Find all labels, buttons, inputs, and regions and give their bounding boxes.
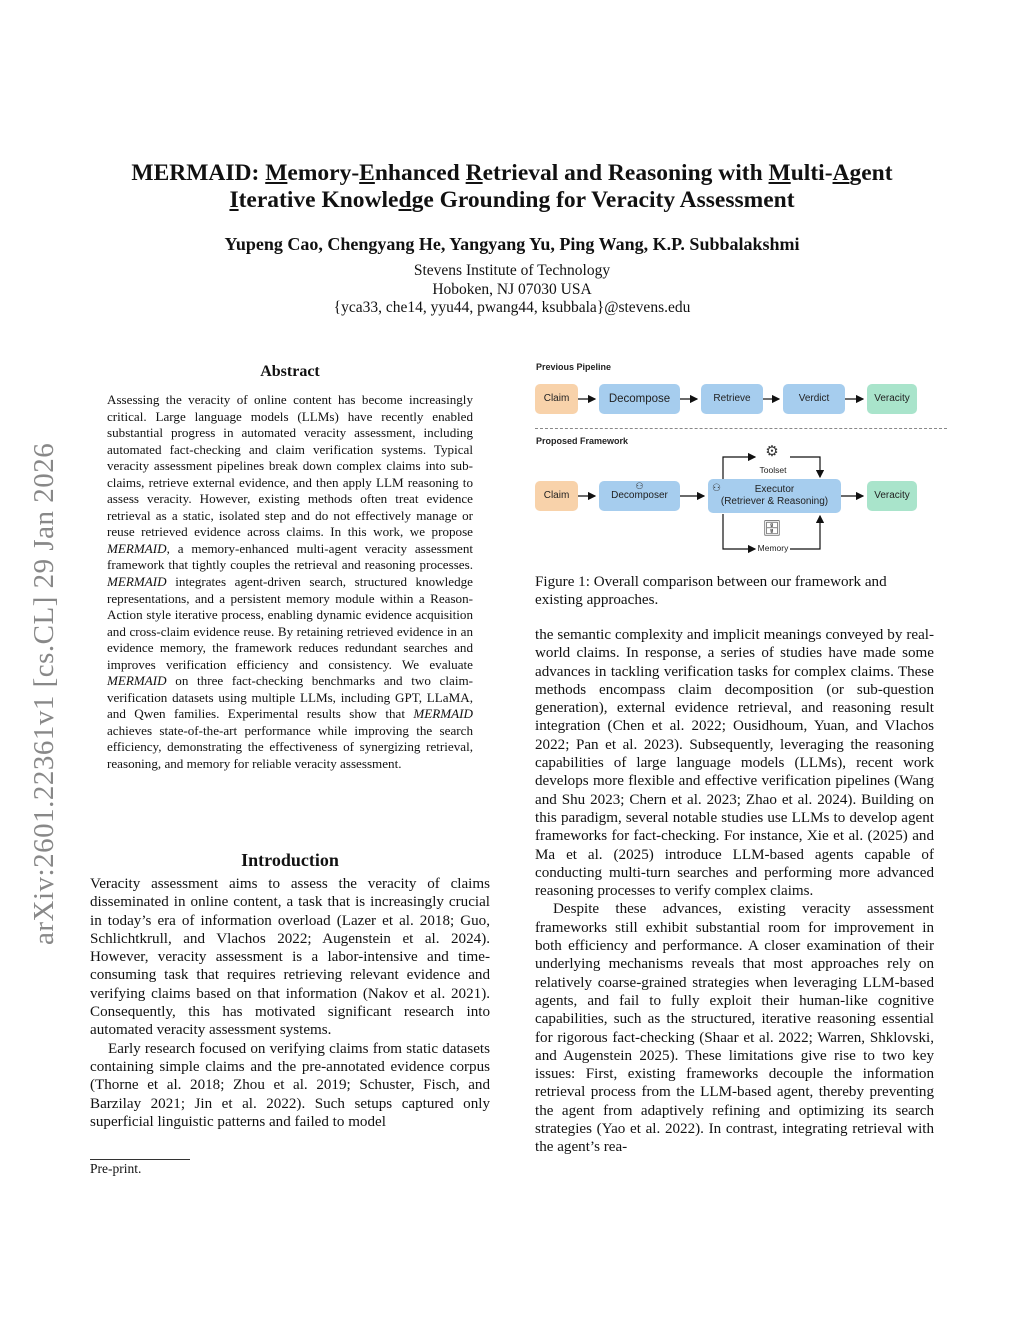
figure-1 [535,358,947,563]
proposed-framework-label: Proposed Framework [536,436,629,446]
title-segment: M [768,160,791,186]
intro-paragraph: the semantic complexity and implicit meanings conveyed by real-world claims. In response, a series of studies have made some advances in tackling verification tasks for complex claims. These methods encompass claim decomposition (or sub-question generation), external evidence retrieval, and reasoning result integration (Chen et al. 2022; Ousidhoum, Yuan, and Vlachos 2022; Pan et al. 2023). Subsequently, leveraging the reasoning capabilities of large language models (LLMs), recent work develops more flexible and effective verification pipelines (Wang and Shu 2023; Chern et al. 2023; Zhao et al. 2024). Building on this paradigm, several notable studies use LLMs to develop agent frameworks for fact-checking. For instance, Xie et al. (2025) and Ma et al. (2025) introduce LLM-based agents capable of conducting multi-turn searches and performing more advanced reasoning processes to verify complex claims. [535,627,934,900]
prop-executor-node [708,479,841,513]
system-name: MERMAID [107,673,167,689]
title-segment: A [832,160,850,186]
address: Hoboken, NJ 07030 USA [432,280,592,298]
title-segment: I [229,187,239,213]
abstract-text: Assessing the veracity of online content has become increasingly critical. Large language models (LLMs) have recently enabled substantial progress in automated veracity assessment, including automated fact-checking and claim verification systems. Typical veracity assessment pipelines break down complex claims into sub-claims, retrieve external evidence, and then apply LLM reasoning to assess veracity. However, existing methods often treat evidence retrieval as a static, isolated step and do not effectively manage or reuse retrieved evidence across claims. In this work, we propose [107,392,473,540]
affiliation [90,262,934,318]
prop-veracity-node: Veracity [867,481,917,511]
abstract-heading: Abstract [260,363,320,380]
system-name: MERMAID [107,574,167,590]
executor-agent-icon: ⚇ [712,483,721,494]
abstract-text: achieves state-of-the-art performance while improving the search efficiency, demonstrating the effectiveness of synergizing retrieval, reasoning, and memory for reliable veracity assessment. [107,722,473,772]
prop-claim-node: Claim [535,481,578,511]
toolset-icon: ⚙ [765,443,779,460]
title-segment: nhanced [374,160,466,186]
figure-caption: Figure 1: Overall comparison between our framework and existing approaches. [535,574,887,609]
title-segment: R [465,160,483,186]
prev-retrieve-node: Retrieve [701,384,763,414]
prev-veracity-node: Veracity [867,384,917,414]
abstract-text: , a memory-enhanced multi-agent veracity assessment framework that tightly couples the retrieval and reasoning processes. [107,540,473,573]
memory-icon: 🗄 [762,520,782,537]
decomposer-agent-icon: ⚇ [635,481,644,491]
title-segment: d [398,187,412,213]
intro-left-column [90,875,490,1131]
system-name: MERMAID [107,540,167,556]
executor-sublabel: (Retriever & Reasoning) [720,496,829,507]
abstract-text: on three fact-checking benchmarks and two claim-verification datasets using multiple LLMs, including GPT, LLaMA, and Qwen families. Experimental results show that [107,673,473,722]
intro-right-column [535,626,934,1157]
system-name: MERMAID [413,706,473,722]
title-segment: emory- [287,160,360,186]
title-segment: MERMAID: [131,160,266,186]
arxiv-identifier: arXiv:2601.22361v1 [cs.CL] 29 Jan 2026 [28,442,60,945]
abstract-body [107,392,473,773]
prev-decompose-node: Decompose [599,384,680,414]
emails: {yca33, che14, yyu44, pwang44, ksubbala}@stevens.edu [333,299,691,316]
title-segment: gent [849,160,893,186]
intro-paragraph: Veracity assessment aims to assess the veracity of claims disseminated in online content, a task that is increasingly crucial in today’s era of information overload (Lazer et al. 2018; Guo, Schlichtkrull, and Vlachos 2022; Augenstein et al. 2024). However, veracity assessment is a labor-intensive and time-consuming task that requires retrieving relevant evidence and verifying claims based on that information (Nakov et al. 2021). Consequently, this has motivated significant research into automated veracity assessment systems. [90,876,490,1039]
paper-title [90,160,934,214]
title-segment: etrieval and Reasoning with [482,160,769,186]
prev-verdict-node: Verdict [783,384,845,414]
author-list: Yupeng Cao, Chengyang He, Yangyang Yu, Ping Wang, K.P. Subbalakshmi [224,234,800,254]
figure-divider [535,428,947,429]
title-segment: ulti- [790,160,833,186]
previous-pipeline-label: Previous Pipeline [536,362,612,372]
title-segment: ge Grounding for Veracity Assessment [411,187,795,213]
introduction-heading: Introduction [241,850,339,870]
title-segment: M [265,160,288,186]
decomposer-label: Decomposer [611,490,668,501]
title-segment: E [359,160,375,186]
prop-decomposer-node [599,481,680,511]
footnote-rule [90,1159,190,1160]
toolset-label: Toolset [759,465,787,475]
footnote: Pre-print. [90,1161,142,1176]
intro-paragraph: Early research focused on verifying claims from static datasets containing simple claims and the pre-annotated evidence corpus (Thorne et al. 2018; Zhou et al. 2019; Schuster, Fisch, and Barzilay 2021; Jin et al. 2022). Such setups captured only superficial linguistic patterns and failed to model [90,1040,490,1130]
abstract-text: integrates agent-driven search, structured knowledge representations, and a persistent memory module within a Reason-Action style iterative process, enabling dynamic evidence acquisition and cross-claim evidence reuse. By retaining retrieved evidence in an evidence memory, the framework reduces redundant searches and improves verification efficiency and consistency. We evaluate [107,574,473,672]
institution: Stevens Institute of Technology [413,262,611,279]
prev-claim-node: Claim [535,384,578,414]
executor-label: Executor [754,484,795,495]
title-segment: terative Knowle [238,187,399,213]
memory-label: Memory [757,543,789,553]
intro-paragraph: Despite these advances, existing veracity assessment frameworks still exhibit substantial room for improvement in both efficiency and performance. A closer examination of their underlying mechanisms reveals that most approaches rely on relatively coarse-grained strategies when leveraging LLM-based agents, and fail to fully exploit their human-like cognitive capabilities, such as the structured, iterative reasoning essential for rigorous fact-checking (Shaar et al. 2022; Warren, Shklovski, and Augenstein 2025). These limitations give rise to two key issues: First, existing frameworks decouple the information retrieval process from the LLM-based agent, thereby preventing the agent from adaptively refining and optimizing its search strategies (Yao et al. 2022). In contrast, integrating retrieval with the agent’s rea- [535,901,934,1156]
